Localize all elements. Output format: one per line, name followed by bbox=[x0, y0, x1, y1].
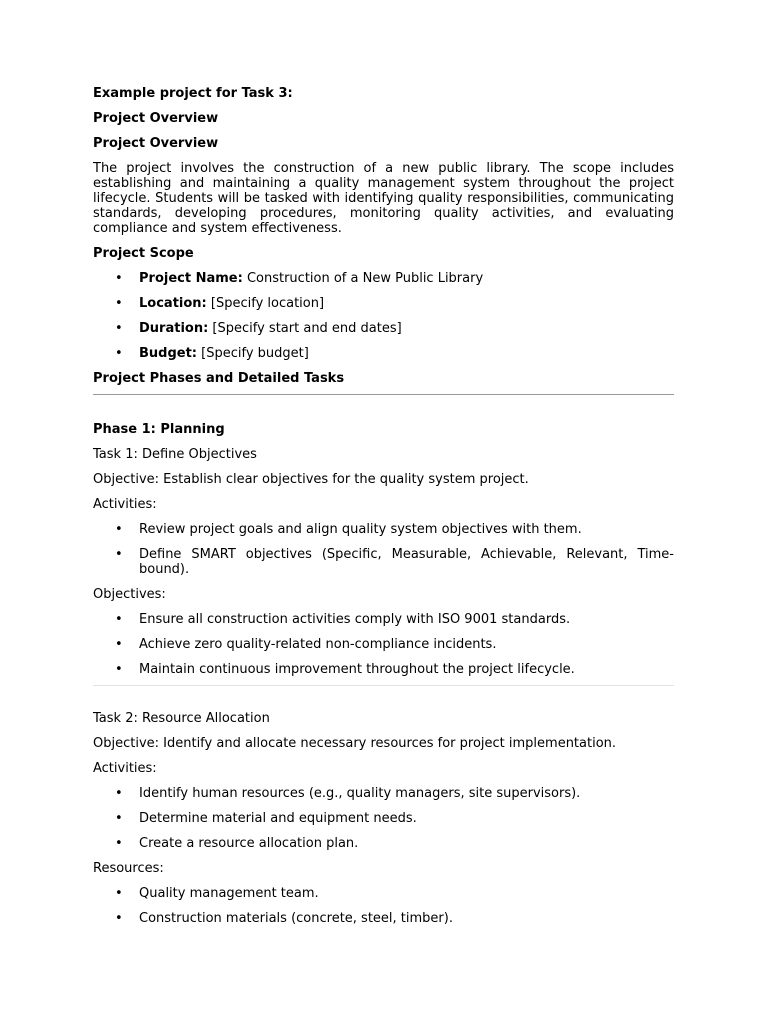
bullet-icon: • bbox=[115, 836, 123, 851]
phase1-heading: Phase 1: Planning bbox=[93, 422, 225, 437]
task2-resources-list bbox=[93, 886, 674, 926]
scope-heading: Project Scope bbox=[93, 246, 194, 261]
section-divider bbox=[93, 394, 674, 395]
bullet-icon: • bbox=[115, 786, 123, 801]
scope-label: Budget: bbox=[139, 346, 198, 361]
scope-value: [Specify location] bbox=[206, 296, 325, 311]
list-item bbox=[93, 271, 674, 286]
list-item bbox=[93, 836, 674, 851]
task1-objective: Objective: Establish clear objectives for the quality system project. bbox=[93, 472, 529, 487]
scope-value: [Specify budget] bbox=[197, 346, 309, 361]
list-item bbox=[93, 522, 674, 537]
bullet-icon: • bbox=[115, 911, 123, 926]
activity-text: Identify human resources (e.g., quality managers, site supervisors). bbox=[139, 786, 581, 801]
list-item bbox=[93, 811, 674, 826]
phases-heading: Project Phases and Detailed Tasks bbox=[93, 371, 345, 386]
list-item bbox=[93, 637, 674, 652]
bullet-icon: • bbox=[115, 296, 123, 311]
task-divider bbox=[93, 685, 674, 686]
objective-text: Achieve zero quality-related non-compliance incidents. bbox=[139, 637, 497, 652]
list-item bbox=[93, 786, 674, 801]
activity-text: Determine material and equipment needs. bbox=[139, 811, 417, 826]
objective-text: Maintain continuous improvement throughout the project lifecycle. bbox=[139, 662, 575, 677]
resource-text: Quality management team. bbox=[139, 886, 319, 901]
overview-paragraph: The project involves the construction of a new public library. The scope includes establishing and maintaining a quality management system throughout the project lifecycle. Students will be tasked with identifying quality responsibilities, communicating standards, developing procedures, monitoring quality activities, and evaluating compliance and system effectiveness. bbox=[93, 161, 674, 236]
scope-label: Project Name: bbox=[139, 271, 243, 286]
task2-resources-label: Resources: bbox=[93, 861, 164, 876]
overview-heading-1: Project Overview bbox=[93, 111, 219, 126]
task1-activities-label: Activities: bbox=[93, 497, 157, 512]
task1-title: Task 1: Define Objectives bbox=[93, 447, 257, 462]
bullet-icon: • bbox=[115, 612, 123, 627]
list-item bbox=[93, 886, 674, 901]
list-item bbox=[93, 662, 674, 677]
scope-value: [Specify start and end dates] bbox=[208, 321, 402, 336]
document-page bbox=[93, 86, 674, 936]
example-heading: Example project for Task 3: bbox=[93, 86, 293, 101]
resource-text: Construction materials (concrete, steel, timber). bbox=[139, 911, 453, 926]
objective-text: Ensure all construction activities comply with ISO 9001 standards. bbox=[139, 612, 571, 627]
task2-objective: Objective: Identify and allocate necessary resources for project implementation. bbox=[93, 736, 617, 751]
list-item bbox=[93, 321, 674, 336]
scope-label: Location: bbox=[139, 296, 207, 311]
bullet-icon: • bbox=[115, 637, 123, 652]
list-item bbox=[93, 547, 674, 577]
activity-text: Review project goals and align quality system objectives with them. bbox=[139, 522, 582, 537]
bullet-icon: • bbox=[115, 886, 123, 901]
overview-heading-2: Project Overview bbox=[93, 136, 219, 151]
task1-objectives-label: Objectives: bbox=[93, 587, 166, 602]
scope-label: Duration: bbox=[139, 321, 209, 336]
task1-objectives-list bbox=[93, 612, 674, 677]
bullet-icon: • bbox=[115, 271, 123, 286]
activity-text: Define SMART objectives (Specific, Measurable, Achievable, Relevant, Time-bound). bbox=[139, 547, 674, 577]
bullet-icon: • bbox=[115, 346, 123, 361]
scope-value: Construction of a New Public Library bbox=[242, 271, 484, 286]
bullet-icon: • bbox=[115, 321, 123, 336]
task2-activities-label: Activities: bbox=[93, 761, 157, 776]
task2-title: Task 2: Resource Allocation bbox=[93, 711, 270, 726]
list-item bbox=[93, 346, 674, 361]
activity-text: Create a resource allocation plan. bbox=[139, 836, 359, 851]
bullet-icon: • bbox=[115, 547, 123, 562]
task1-activities-list bbox=[93, 522, 674, 577]
bullet-icon: • bbox=[115, 522, 123, 537]
scope-list bbox=[93, 271, 674, 361]
list-item bbox=[93, 296, 674, 311]
list-item bbox=[93, 612, 674, 627]
bullet-icon: • bbox=[115, 811, 123, 826]
bullet-icon: • bbox=[115, 662, 123, 677]
task2-activities-list bbox=[93, 786, 674, 851]
list-item bbox=[93, 911, 674, 926]
